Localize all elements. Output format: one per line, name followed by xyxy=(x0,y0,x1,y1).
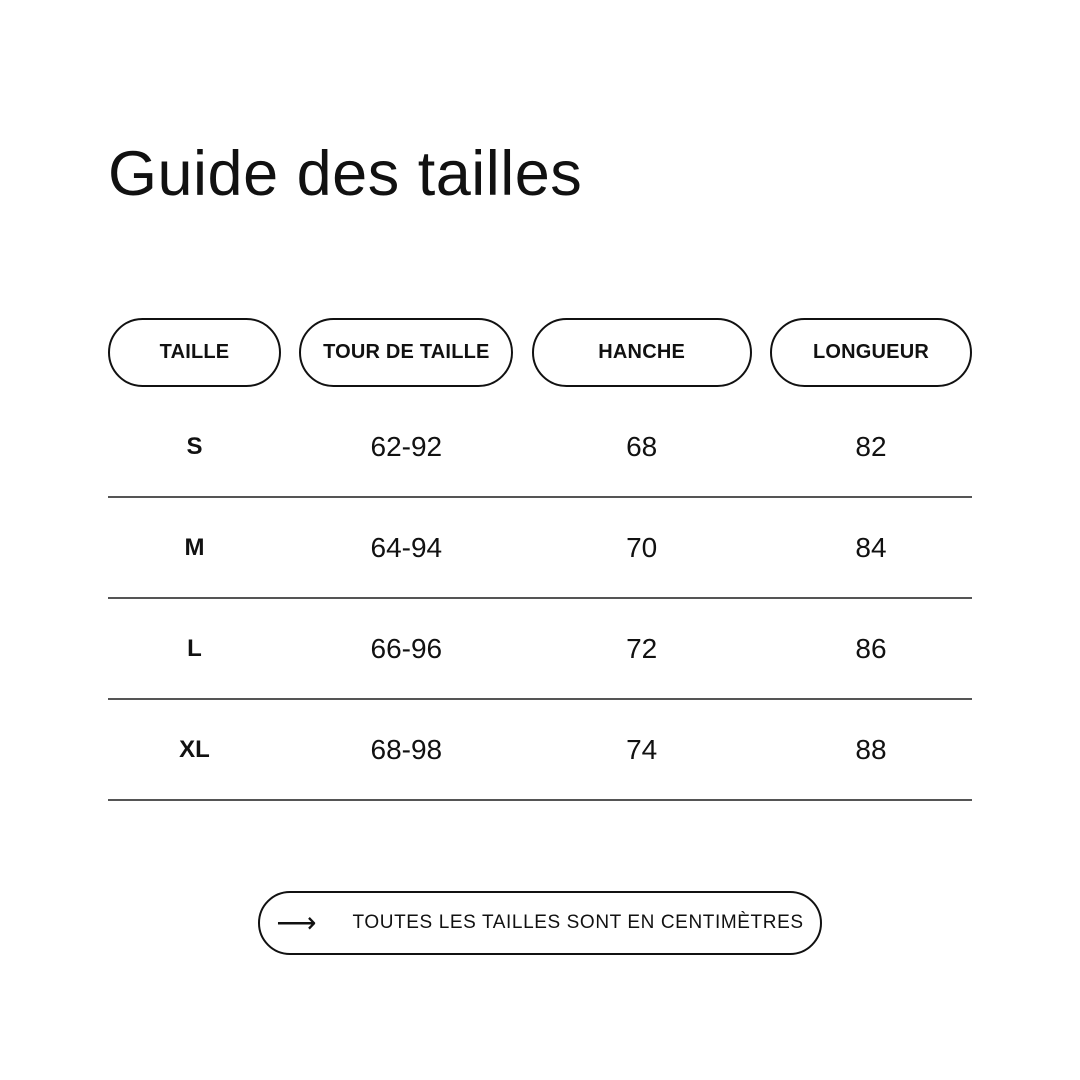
table-row-l xyxy=(108,599,972,700)
hanche-cell: 70 xyxy=(626,531,658,563)
hanche-cell: 72 xyxy=(626,632,658,664)
size-table xyxy=(108,318,972,801)
column-header-tour-de-taille xyxy=(299,318,513,387)
table-row-s xyxy=(108,397,972,498)
size-cell: L xyxy=(187,634,202,662)
table-row-xl xyxy=(108,700,972,801)
size-cell: XL xyxy=(179,735,210,763)
table-header-row xyxy=(108,318,972,387)
tour-de-taille-cell: 68-98 xyxy=(370,733,443,765)
page-title: Guide des tailles xyxy=(108,139,583,209)
tour-de-taille-cell: 62-92 xyxy=(370,430,443,462)
units-note-label: TOUTES LES TAILLES SONT EN CENTIMÈTRES xyxy=(352,912,804,933)
longueur-cell: 84 xyxy=(855,531,887,563)
longueur-cell: 88 xyxy=(855,733,887,765)
longueur-cell: 82 xyxy=(855,430,887,462)
hanche-cell: 74 xyxy=(626,733,658,765)
column-header-hanche-label: HANCHE xyxy=(598,341,686,363)
units-note-pill xyxy=(258,891,822,955)
size-cell: S xyxy=(186,432,203,460)
longueur-cell: 86 xyxy=(855,632,887,664)
column-header-hanche xyxy=(532,318,752,387)
table-row-m xyxy=(108,498,972,599)
column-header-taille xyxy=(108,318,281,387)
tour-de-taille-cell: 66-96 xyxy=(370,632,443,664)
column-header-taille-label: TAILLE xyxy=(159,341,230,363)
column-header-longueur-label: LONGUEUR xyxy=(812,341,929,363)
size-cell: M xyxy=(184,533,205,561)
column-header-longueur xyxy=(770,318,972,387)
hanche-cell: 68 xyxy=(626,430,658,462)
tour-de-taille-cell: 64-94 xyxy=(370,531,443,563)
column-header-tour-de-taille-label: TOUR DE TAILLE xyxy=(323,341,490,363)
right-arrow-icon: ⟶ xyxy=(276,907,317,938)
